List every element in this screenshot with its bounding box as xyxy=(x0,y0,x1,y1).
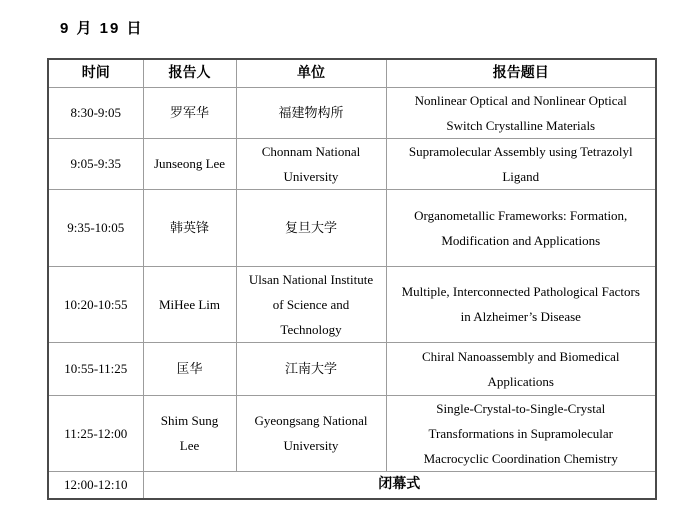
time-cell: 8:30-9:05 xyxy=(48,87,143,138)
time-cell: 12:00-12:10 xyxy=(48,471,143,499)
title-cell: Single-Crystal-to-Single-Crystal Transformations in Supramolecular Macrocyclic Coordination Chemistry xyxy=(386,395,656,471)
speaker-cell: 韩英锋 xyxy=(143,189,236,266)
time-cell: 9:35-10:05 xyxy=(48,189,143,266)
closing-row xyxy=(48,471,656,499)
date-title: 9 月 19 日 xyxy=(60,20,144,37)
table-header-row xyxy=(48,59,656,87)
header-time: 时间 xyxy=(48,59,143,87)
affiliation-cell: 江南大学 xyxy=(236,342,386,395)
header-speaker: 报告人 xyxy=(143,59,236,87)
schedule-table xyxy=(47,58,657,500)
title-cell: Supramolecular Assembly using Tetrazolyl Ligand xyxy=(386,138,656,189)
schedule-row xyxy=(48,395,656,471)
title-cell: Multiple, Interconnected Pathological Factors in Alzheimer’s Disease xyxy=(386,266,656,342)
header-affiliation: 单位 xyxy=(236,59,386,87)
affiliation-cell: Gyeongsang National University xyxy=(236,395,386,471)
schedule-row xyxy=(48,189,656,266)
speaker-cell: MiHee Lim xyxy=(143,266,236,342)
speaker-cell: 匡华 xyxy=(143,342,236,395)
title-cell: Organometallic Frameworks: Formation, Modification and Applications xyxy=(386,189,656,266)
header-title: 报告题目 xyxy=(386,59,656,87)
time-cell: 11:25-12:00 xyxy=(48,395,143,471)
speaker-cell: 罗军华 xyxy=(143,87,236,138)
closing-ceremony-cell: 闭幕式 xyxy=(143,471,656,499)
schedule-row xyxy=(48,138,656,189)
affiliation-cell: Ulsan National Institute of Science and Technology xyxy=(236,266,386,342)
title-cell: Nonlinear Optical and Nonlinear Optical Switch Crystalline Materials xyxy=(386,87,656,138)
schedule-row xyxy=(48,87,656,138)
schedule-row xyxy=(48,266,656,342)
schedule-row xyxy=(48,342,656,395)
affiliation-cell: Chonnam National University xyxy=(236,138,386,189)
speaker-cell: Junseong Lee xyxy=(143,138,236,189)
affiliation-cell: 复旦大学 xyxy=(236,189,386,266)
time-cell: 9:05-9:35 xyxy=(48,138,143,189)
title-cell: Chiral Nanoassembly and Biomedical Applications xyxy=(386,342,656,395)
time-cell: 10:55-11:25 xyxy=(48,342,143,395)
speaker-cell: Shim Sung Lee xyxy=(143,395,236,471)
affiliation-cell: 福建物构所 xyxy=(236,87,386,138)
time-cell: 10:20-10:55 xyxy=(48,266,143,342)
